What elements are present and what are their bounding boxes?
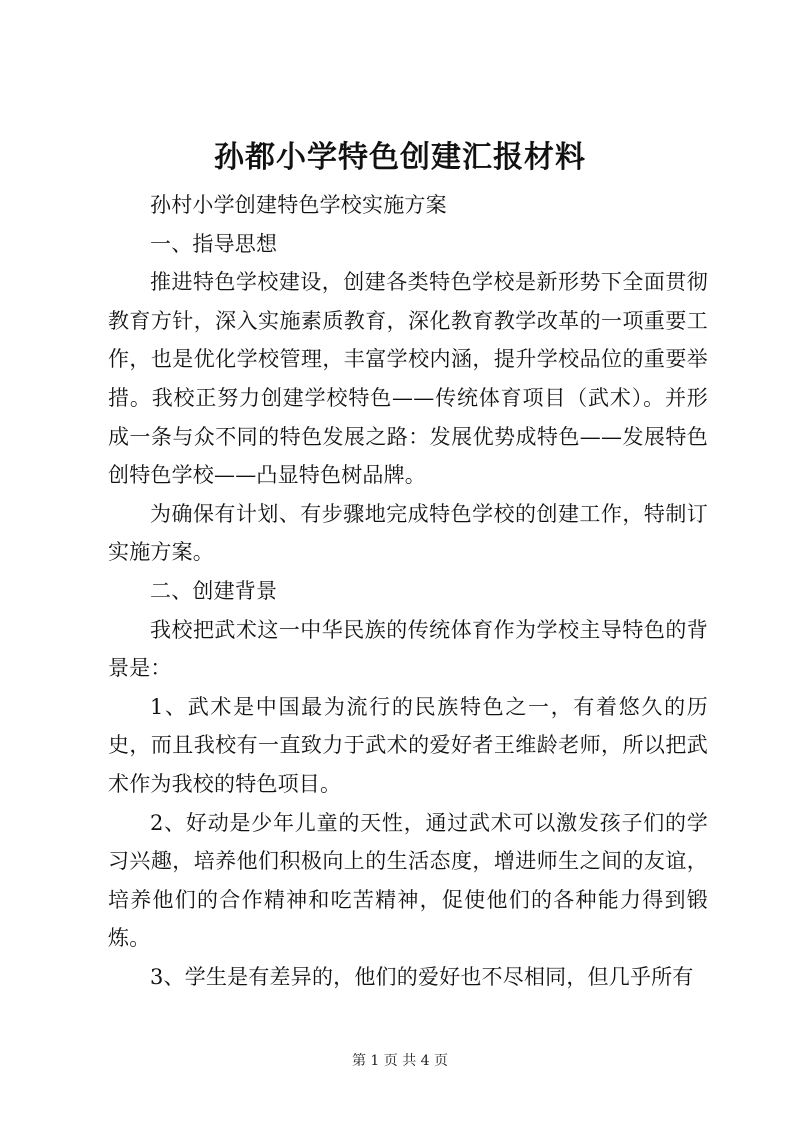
list-item: 1、武术是中国最为流行的民族特色之一，有着悠久的历史，而且我校有一直致力于武术的爱好者王维龄老师，所以把武术作为我校的特色项目。 xyxy=(108,694,708,796)
paragraph: 孙村小学创建特色学校实施方案 xyxy=(150,193,447,217)
section-heading: 一、指导思想 xyxy=(150,231,278,256)
paragraph: 我校把武术这一中华民族的传统体育作为学校主导特色的背景是： xyxy=(108,617,708,681)
document-body xyxy=(108,186,708,996)
list-item: 3、学生是有差异的，他们的爱好也不尽相同，但几乎所有 xyxy=(150,964,694,989)
paragraph: 为确保有计划、有步骤地完成特色学校的创建工作，特制订实施方案。 xyxy=(108,501,708,565)
list-item: 2、好动是少年儿童的天性，通过武术可以激发孩子们的学习兴趣，培养他们积极向上的生活态度，增进师生之间的友谊，培养他们的合作精神和吃苦精神，促使他们的各种能力得到锻炼。 xyxy=(108,810,708,951)
page-footer: 第 1 页 共 4 页 xyxy=(351,1053,449,1069)
section-heading: 二、创建背景 xyxy=(150,578,278,603)
paragraph: 推进特色学校建设，创建各类特色学校是新形势下全面贯彻教育方针，深入实施素质教育，深化教育教学改革的一项重要工作，也是优化学校管理，丰富学校内涵，提升学校品位的重要举措。我校正努力创建学校特色——传统体育项目（武术）。并形成一条与众不同的特色发展之路：发展优势成特色——发展特色创特色学校——凸显特色树品牌。 xyxy=(108,270,708,488)
document-title: 孙都小学特色创建汇报材料 xyxy=(214,140,586,175)
